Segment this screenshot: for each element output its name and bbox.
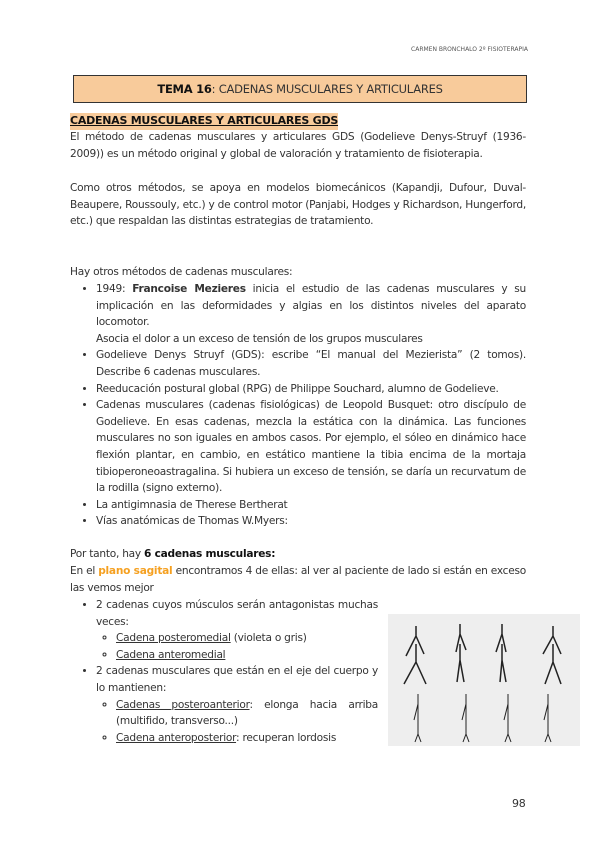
human-figures-top-row	[404, 624, 561, 684]
figures-illustration	[388, 614, 580, 746]
list-item-text: inicia el estudio de las cadenas musculares y su implicación en las deformidades y algias en los distintos niveles del aparato locomotor.	[96, 283, 527, 329]
list-item: • La antigimnasia de Therese Bertherat	[96, 497, 526, 514]
chapter-title-box	[73, 75, 527, 103]
list-item: • Cadenas musculares (cadenas fisiológicas) de Leopold Busquet: otro discípulo de Godelieve. En esas cadenas, mezcla la estática con la dinámica. Las funciones musculares no son iguales en ambos casos. Por ejemplo, el sóleo en dinámico hace flexión plantar, en cambio, en estático mantiene la tibia encima de la mortaja tibioperoneoastragalina. Si hubiera un exceso de tensión, se daría un recurvatum de la rodilla (signo externo).	[96, 397, 526, 497]
text: : elonga hacia arriba (multifido, transverso...)	[116, 698, 378, 728]
list-item-bold: Francoise Mezieres	[132, 283, 246, 295]
section-heading: CADENAS MUSCULARES Y ARTICULARES GDS	[70, 113, 338, 130]
list-item	[96, 663, 378, 746]
page-number: 98	[512, 797, 526, 810]
sub-list-item	[116, 630, 378, 647]
chapter-number: TEMA 16	[157, 82, 212, 96]
list-item	[96, 597, 378, 663]
human-figures-bottom-row	[414, 694, 551, 742]
sub-list-item	[116, 647, 378, 664]
list-item: • Reeducación postural global (RPG) de Philippe Souchard, alumno de Godelieve.	[96, 381, 526, 398]
paragraph-sagittal	[70, 563, 526, 596]
list-item: • Vías anatómicas de Thomas W.Myers:	[96, 513, 526, 530]
chain-name: Cadenas posteroanterior	[116, 698, 250, 711]
list-item: • Godelieve Denys Struyf (GDS): escribe “El manual del Mezierista” (2 tomos). Describe 6 cadenas musculares.	[96, 347, 526, 380]
list-item-text: 2 cadenas musculares que están en el eje del cuerpo y lo mantienen:	[96, 665, 378, 694]
paragraph-intro: El método de cadenas musculares y articulares GDS (Godelieve Denys-Struyf (1936-2009)) es un método original y global de valoración y tratamiento de fisioterapia.	[70, 131, 526, 160]
paragraph-six-chains	[70, 546, 526, 563]
sub-list-item	[116, 730, 378, 747]
chapter-title: : CADENAS MUSCULARES Y ARTICULARES	[211, 82, 443, 96]
chain-name: Cadena anteromedial	[116, 648, 226, 661]
text: Por tanto, hay	[70, 548, 145, 560]
muscle-chains-figure	[388, 614, 580, 746]
chain-name: Cadena anteroposterior	[116, 731, 237, 744]
bold-text: 6 cadenas musculares:	[144, 548, 276, 560]
text: : recuperan lordosis	[236, 731, 337, 744]
sagittal-chains-list	[76, 597, 378, 746]
list-item-text: 2 cadenas cuyos músculos serán antagonistas muchas veces:	[96, 599, 378, 628]
list-item-text: Asocia el dolor a un exceso de tensión de los grupos musculares	[96, 332, 423, 345]
text: (violeta o gris)	[230, 632, 307, 645]
text: encontramos 4 de ellas: al ver al paciente de lado si están en exceso las vemos mejor	[70, 565, 526, 594]
chain-name: Cadena posteromedial	[116, 632, 231, 645]
paragraph-models: Como otros métodos, se apoya en modelos biomecánicos (Kapandji, Dufour, Duval-Beaupere, Roussouly, etc.) y de control motor (Panjabi, Hodges y Richardson, Hungerford, etc.) que respaldan las distintas estrategias de tratamiento.	[70, 182, 526, 228]
paragraph-other-methods: Hay otros métodos de cadenas musculares:	[70, 266, 293, 278]
methods-list	[76, 281, 526, 530]
page-header: CARMEN BRONCHALO 2º FISIOTERAPIA	[411, 46, 528, 53]
highlight-text: plano sagital	[98, 565, 173, 577]
sub-list-item	[116, 697, 378, 730]
list-item-text: 1949:	[96, 283, 133, 295]
text: En el	[70, 565, 99, 577]
list-item	[96, 281, 526, 347]
